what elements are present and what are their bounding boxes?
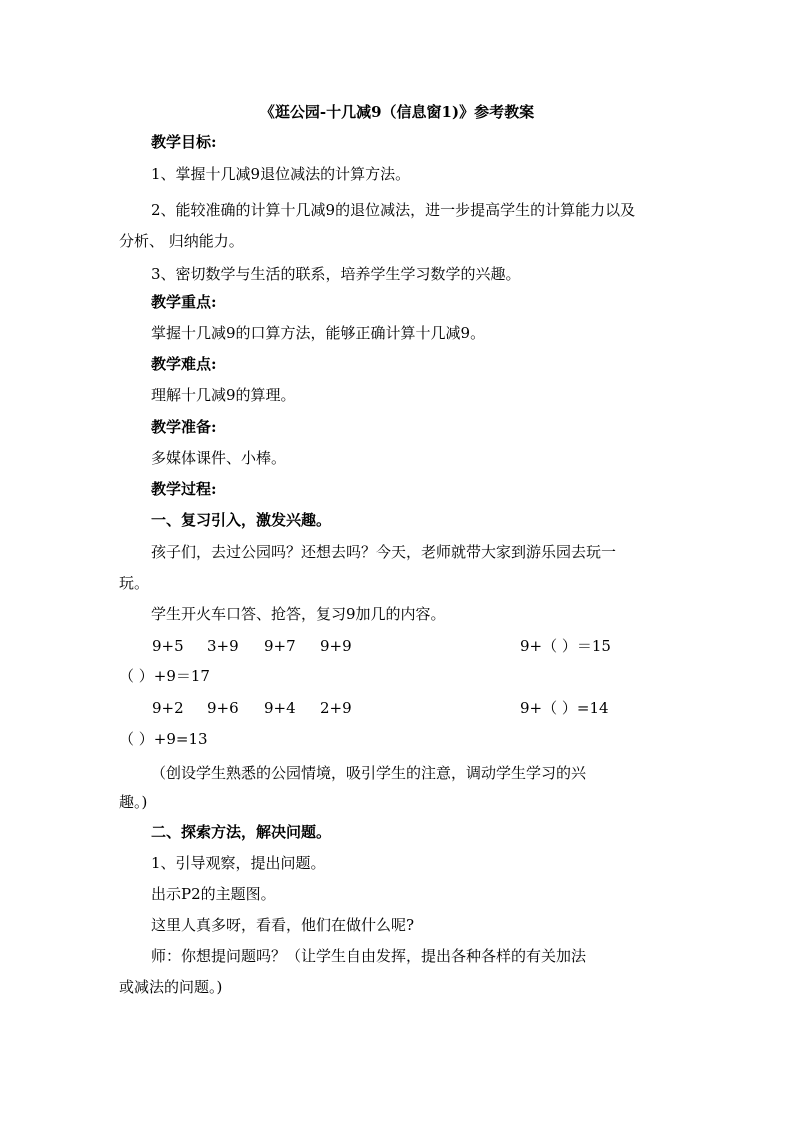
exercise-row-2	[0, 698, 794, 718]
exercise-item: 3+9	[207, 637, 239, 655]
key-heading: 教学重点:	[151, 293, 217, 311]
document-title: 《逛公园-十几减9（信息窗1)》参考教案	[259, 103, 535, 121]
exercise-row-2-continued: （ ）+9=13	[119, 730, 208, 748]
part2-item-4: 师：你想提问题吗？（让学生自由发挥，提出各种各样的有关加法	[151, 947, 587, 965]
exercise-item: 9+5	[152, 637, 184, 655]
goal-1: 1、掌握十几减9退位减法的计算方法。	[151, 165, 411, 183]
part2-heading: 二、探索方法，解决问题。	[151, 823, 332, 841]
preparation-text: 多媒体课件、小棒。	[151, 449, 287, 467]
key-text: 掌握十几减9的口算方法，能够正确计算十几减9。	[151, 324, 486, 342]
part1-note: （创设学生熟悉的公园情境，吸引学生的注意，调动学生学习的兴	[151, 764, 587, 782]
part2-item-1: 1、引导观察，提出问题。	[151, 854, 326, 872]
part2-item-4-continued: 或减法的问题。)	[119, 978, 223, 996]
exercise-row-1-continued: （ ）+9＝17	[119, 667, 210, 685]
part1-paragraph-1-continued: 玩。	[119, 574, 150, 592]
part1-paragraph-2: 学生开火车口答、抢答，复习9加几的内容。	[151, 605, 446, 623]
exercise-item: 9+6	[207, 699, 239, 717]
goal-3: 3、密切数学与生活的联系，培养学生学习数学的兴趣。	[151, 265, 521, 283]
goal-2: 2、能较准确的计算十几减9的退位减法，进一步提高学生的计算能力以及	[151, 201, 636, 219]
goal-2-continued: 分析、 归纳能力。	[119, 232, 244, 250]
exercise-row-1	[0, 636, 794, 656]
exercise-item: 9+7	[264, 637, 296, 655]
goal-heading: 教学目标:	[151, 133, 217, 151]
part1-note-continued: 趣。)	[119, 793, 148, 811]
part2-item-3: 这里人真多呀，看看，他们在做什么呢?	[151, 916, 415, 934]
exercise-item: 2+9	[320, 699, 352, 717]
exercise-item-right: 9+（ ）＝15	[520, 637, 611, 655]
difficulty-heading: 教学难点:	[151, 355, 217, 373]
exercise-item: 9+2	[152, 699, 184, 717]
exercise-item: 9+9	[320, 637, 352, 655]
process-heading: 教学过程:	[151, 480, 217, 498]
preparation-heading: 教学准备:	[151, 418, 217, 436]
part2-item-2: 出示P2的主题图。	[151, 885, 276, 903]
exercise-item: 9+4	[264, 699, 296, 717]
part1-heading: 一、复习引入，激发兴趣。	[151, 511, 332, 529]
difficulty-text: 理解十几减9的算理。	[151, 386, 296, 404]
part1-paragraph-1: 孩子们，去过公园吗？还想去吗？今天，老师就带大家到游乐园去玩一	[151, 543, 617, 561]
exercise-item-right: 9+（ ）=14	[520, 699, 609, 717]
